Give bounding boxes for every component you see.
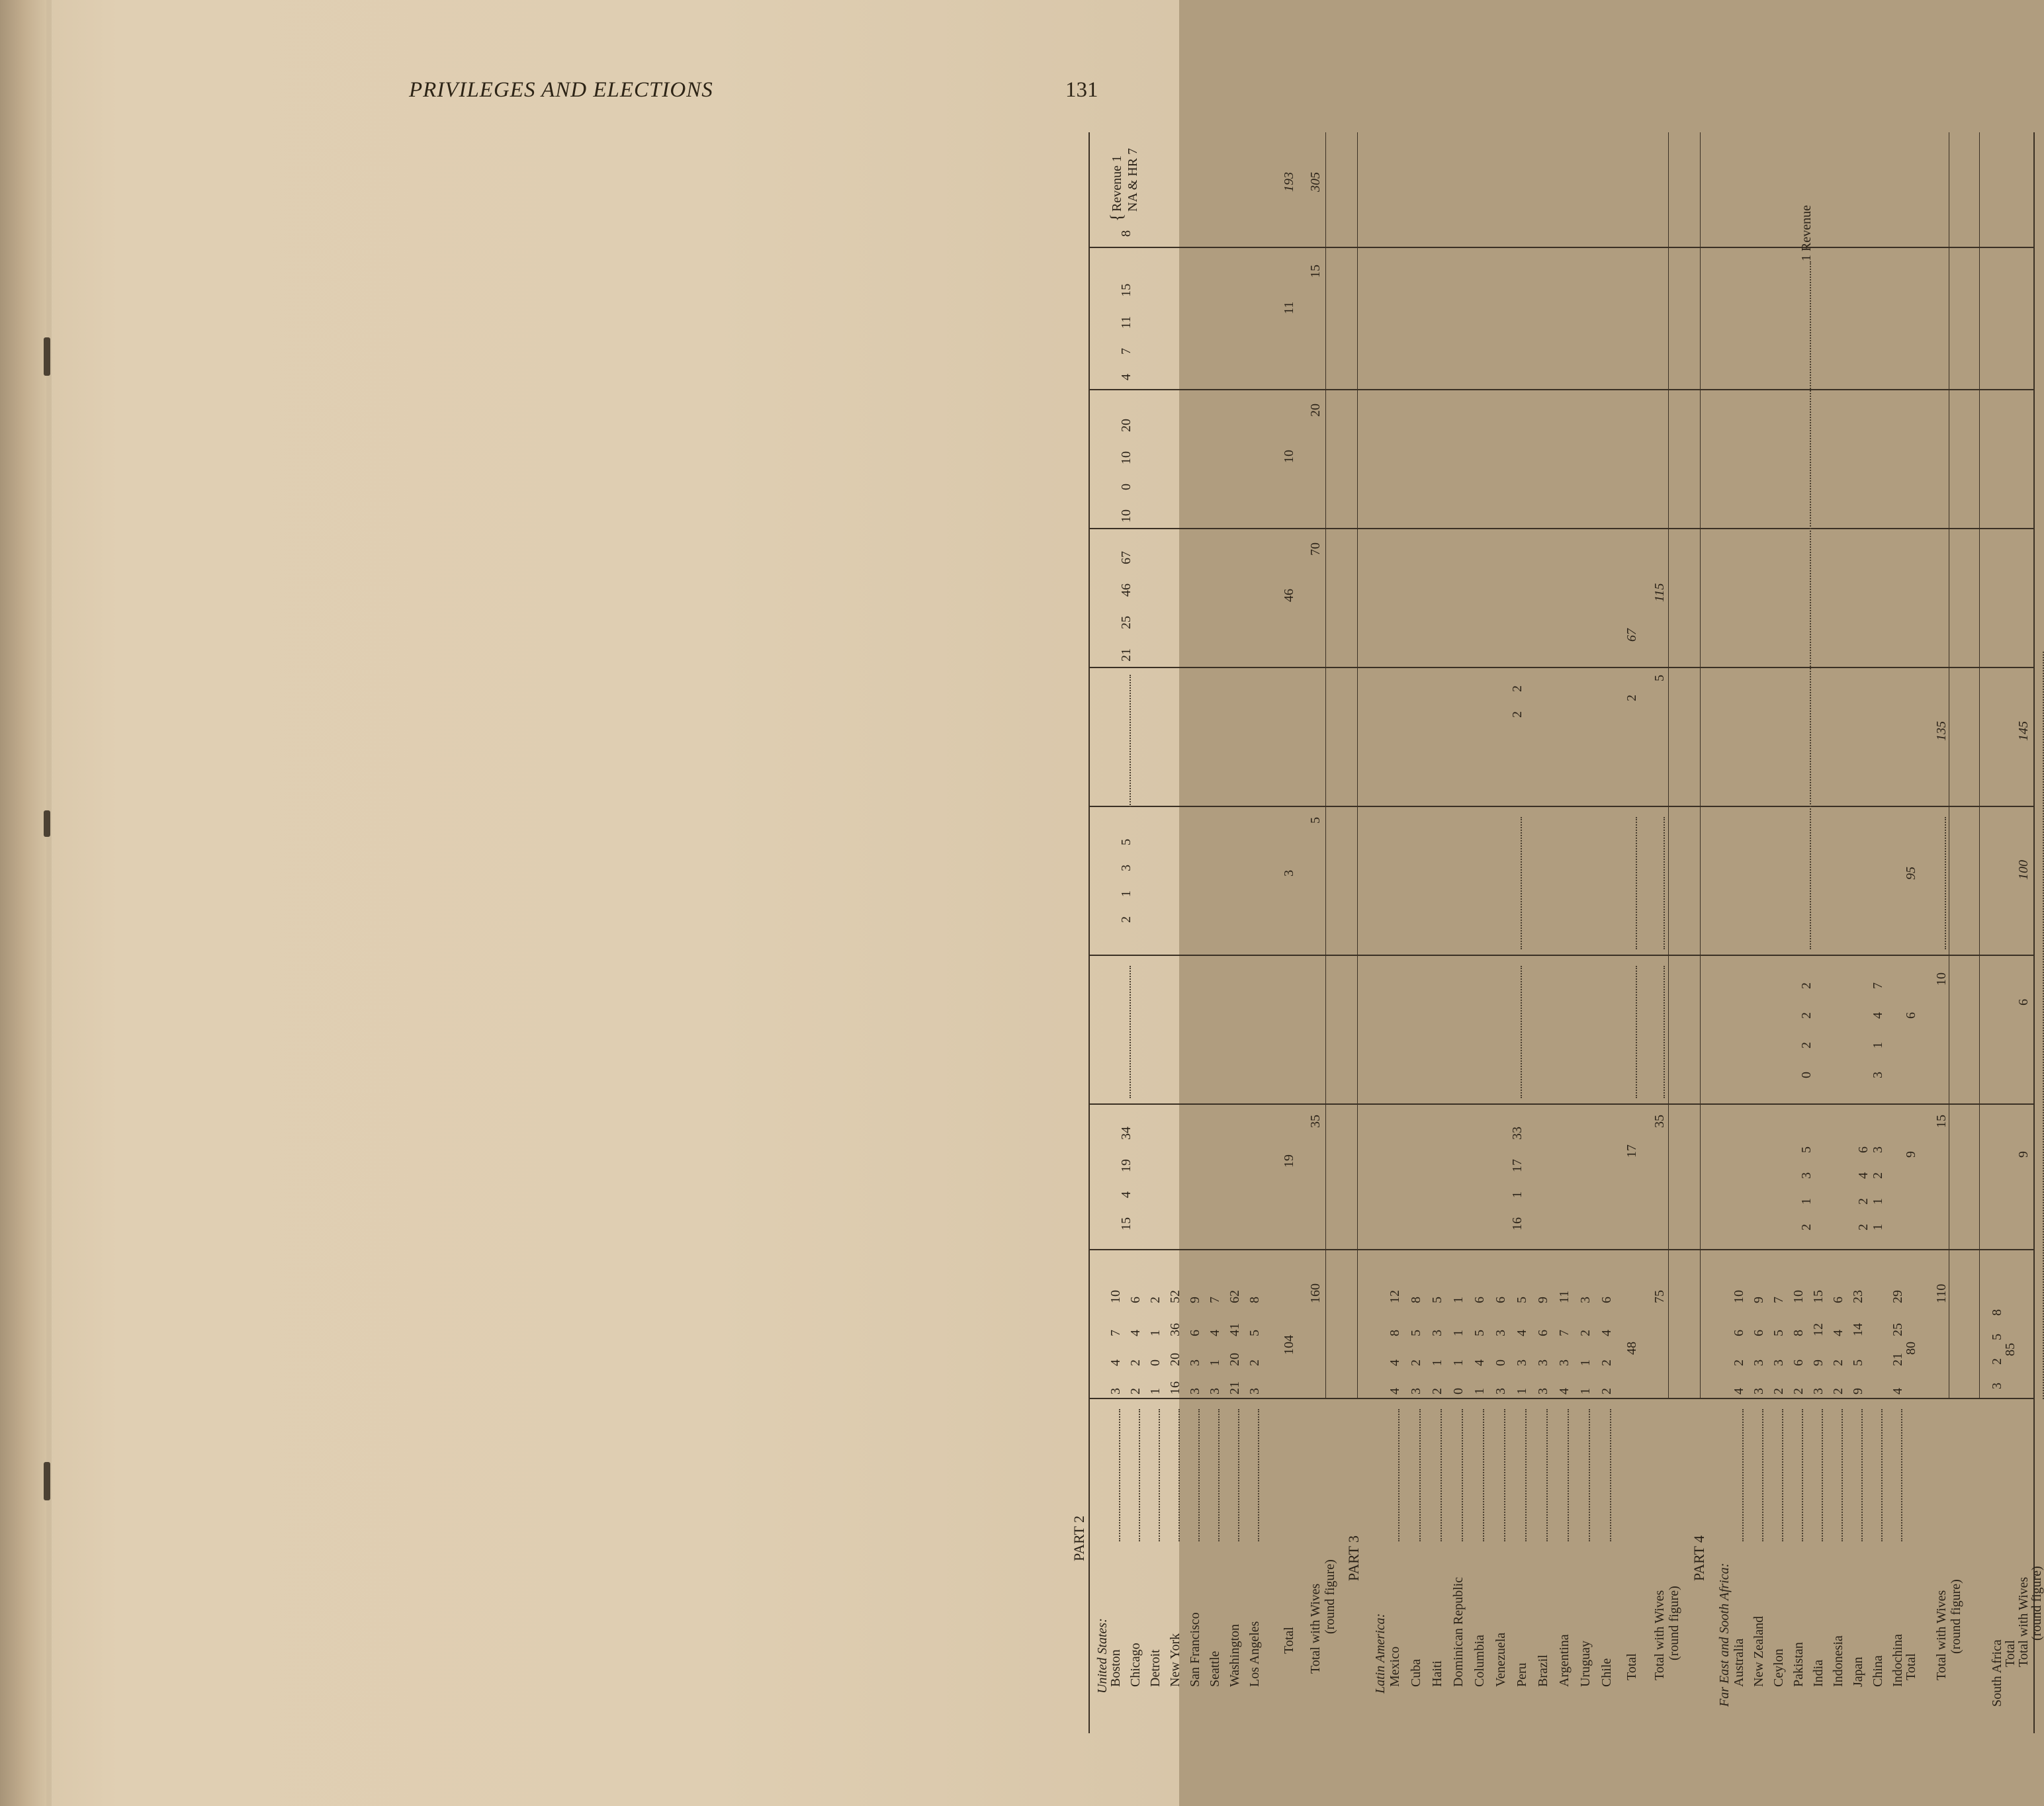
gutter-shadow <box>46 0 52 1806</box>
row-value: 14 <box>1851 1323 1865 1336</box>
p4-g9-note: 1 Revenue <box>1799 205 1814 261</box>
row-value: 12 <box>1388 1290 1402 1303</box>
row-leader <box>1802 1409 1803 1541</box>
row-value: 7 <box>1771 1297 1786 1303</box>
row-label: Venezuela <box>1493 1632 1508 1687</box>
row-value: 2 <box>1148 1297 1163 1303</box>
p2-g6-wives: 70 <box>1308 542 1323 556</box>
row-label: Cuba <box>1409 1658 1423 1687</box>
part3-total-value: 48 <box>1624 1342 1639 1355</box>
p4-india-leader <box>1810 261 1811 949</box>
part2-wives-label: Total with Wives <box>1308 1583 1323 1674</box>
row-value: 2 <box>1791 1388 1806 1395</box>
p2-g9-total: 193 <box>1282 172 1296 192</box>
row-label: Pakistan <box>1791 1642 1806 1687</box>
row-value: 11 <box>1557 1290 1572 1303</box>
row-value: 3 <box>1515 1359 1529 1366</box>
row-leader <box>1610 1409 1611 1541</box>
row-label: Australia <box>1732 1638 1746 1687</box>
row-value: 2 <box>1831 1388 1845 1395</box>
running-head: PRIVILEGES AND ELECTIONS <box>409 78 713 102</box>
sa-round-label: (round figure) <box>2029 1566 2044 1641</box>
part4-total-value: 80 <box>1904 1342 1918 1355</box>
row-leader <box>1568 1409 1569 1541</box>
p2-g9-note2: NA & HR 7 <box>1126 148 1140 212</box>
row-value: 10 <box>1732 1290 1746 1303</box>
table-top-rule <box>1089 132 1090 1733</box>
p3-g2-total: 17 <box>1624 1144 1639 1158</box>
row-value: 1 <box>1515 1388 1529 1395</box>
col-sep <box>1089 1103 2033 1105</box>
p3-g5: 2 2 <box>1510 685 1525 718</box>
p2-g9-count: 8 <box>1119 230 1133 237</box>
row-value: 2 <box>1247 1359 1262 1366</box>
row-label: Detroit <box>1148 1649 1163 1687</box>
row-value: 62 <box>1227 1290 1242 1303</box>
row-value: 6 <box>1831 1297 1845 1303</box>
part2-total-label: Total <box>1282 1627 1296 1654</box>
row-value: 4 <box>1557 1388 1572 1395</box>
row-value: 3 <box>1493 1330 1508 1336</box>
part3-round-label: (round figure) <box>1667 1586 1681 1660</box>
p3-g6-total: 67 <box>1624 628 1639 642</box>
row-value: 2 <box>1831 1359 1845 1366</box>
row-value: 3 <box>1430 1330 1444 1336</box>
row-value: 3 <box>1188 1388 1202 1395</box>
row-leader <box>1842 1409 1843 1541</box>
row-leader <box>1159 1409 1160 1541</box>
row-leader <box>1762 1409 1763 1541</box>
part3-total-label: Total <box>1624 1653 1639 1680</box>
row-leader <box>1483 1409 1484 1541</box>
p3-g6-wives: 115 <box>1652 583 1667 602</box>
row-value: 4 <box>1388 1388 1402 1395</box>
p4-g3-wives: 10 <box>1934 972 1949 986</box>
row-leader <box>1742 1409 1744 1541</box>
row-label: Dominican Republic <box>1451 1576 1466 1687</box>
row-label: Columbia <box>1472 1635 1487 1687</box>
row-value: 20 <box>1168 1353 1182 1366</box>
row-value: 3 <box>1493 1388 1508 1395</box>
row-value: 6 <box>1493 1297 1508 1303</box>
sa-g4: 100 <box>2016 860 2031 880</box>
col-sep <box>1089 955 2033 956</box>
row-label: Los Angeles <box>1247 1621 1262 1687</box>
row-value: 5 <box>1515 1297 1529 1303</box>
p4-g5-total: 135 <box>1934 721 1949 741</box>
row-label: Seattle <box>1208 1651 1222 1687</box>
col-sep <box>1089 667 2033 668</box>
row-label: Chile <box>1599 1658 1614 1687</box>
row-value: 2 <box>1128 1388 1143 1395</box>
sa-values: 3 2 5 8 <box>1990 1309 2004 1389</box>
row-value: 8 <box>1388 1330 1402 1336</box>
row-value: 9 <box>1752 1297 1766 1303</box>
p4-g2c: 1 1 2 3 <box>1871 1146 1885 1230</box>
row-value: 3 <box>1578 1297 1593 1303</box>
part2-title: PART 2 <box>1071 1516 1087 1561</box>
row-label: Peru <box>1515 1662 1529 1687</box>
row-value: 36 <box>1168 1323 1182 1336</box>
row-value: 3 <box>1188 1359 1202 1366</box>
row-leader <box>1546 1409 1548 1541</box>
row-value: 1 <box>1208 1359 1222 1366</box>
row-value: 16 <box>1168 1381 1182 1395</box>
p3-g4-leader <box>1521 817 1522 949</box>
page-number: 131 <box>1065 78 1098 102</box>
p4-wives-leader <box>1945 817 1946 949</box>
row-value: 3 <box>1409 1388 1423 1395</box>
row-label: Mexico <box>1388 1646 1402 1687</box>
part2-round-label: (round figure) <box>1323 1559 1337 1634</box>
row-value: 5 <box>1851 1359 1865 1366</box>
p2-g8-total: 11 <box>1282 301 1296 314</box>
p3-g5-total: 2 <box>1624 695 1639 701</box>
row-value: 23 <box>1851 1290 1865 1303</box>
row-value: 4 <box>1108 1359 1123 1366</box>
row-leader <box>1178 1409 1180 1541</box>
part4-wives-value: 110 <box>1934 1283 1949 1303</box>
part2-total-value: 104 <box>1282 1335 1296 1355</box>
row-value: 4 <box>1128 1330 1143 1336</box>
book-spine <box>0 0 46 1806</box>
sa-g2: 9 <box>2016 1151 2031 1158</box>
row-leader <box>1504 1409 1505 1541</box>
row-value: 4 <box>1599 1330 1614 1336</box>
row-label: China <box>1871 1655 1885 1687</box>
part3-wives-value: 75 <box>1652 1290 1667 1303</box>
row-label: New Zealand <box>1752 1615 1766 1687</box>
row-leader <box>1525 1409 1527 1541</box>
row-value: 2 <box>1599 1359 1614 1366</box>
sa-wives-label: Total with Wives <box>2016 1576 2031 1667</box>
row-value: 10 <box>1108 1290 1123 1303</box>
row-value: 1 <box>1430 1359 1444 1366</box>
row-value: 10 <box>1791 1290 1806 1303</box>
row-value: 9 <box>1536 1297 1550 1303</box>
part3-wives-label: Total with Wives <box>1652 1590 1667 1680</box>
p3-wives-leader <box>1664 817 1665 949</box>
row-value: 20 <box>1227 1353 1242 1366</box>
row-value: 12 <box>1811 1323 1826 1336</box>
row-value: 3 <box>1771 1359 1786 1366</box>
sa-total: 85 <box>2003 1343 2018 1356</box>
row-value: 6 <box>1599 1297 1614 1303</box>
row-value: 4 <box>1732 1388 1746 1395</box>
p3-total-leader <box>1636 966 1637 1098</box>
row-value: 9 <box>1188 1297 1202 1303</box>
row-value: 5 <box>1430 1297 1444 1303</box>
p4-g3a: 0 2 2 2 <box>1799 982 1814 1078</box>
row-value: 2 <box>1599 1388 1614 1395</box>
row-value: 15 <box>1811 1290 1826 1303</box>
sa-g3: 6 <box>2016 999 2031 1006</box>
p3-g2: 16 1 17 33 <box>1510 1127 1525 1230</box>
row-value: 3 <box>1108 1388 1123 1395</box>
row-value: 21 <box>1227 1381 1242 1395</box>
row-value: 6 <box>1732 1330 1746 1336</box>
row-leader <box>1218 1409 1220 1541</box>
row-value: 1 <box>1472 1388 1487 1395</box>
row-value: 3 <box>1752 1388 1766 1395</box>
part4-title: PART 4 <box>1691 1535 1707 1581</box>
row-value: 1 <box>1451 1330 1466 1336</box>
p2-g7-wives: 20 <box>1308 404 1323 417</box>
row-leader <box>1258 1409 1259 1541</box>
row-value: 3 <box>1208 1388 1222 1395</box>
row-value: 0 <box>1148 1359 1163 1366</box>
row-label: Argentina <box>1557 1634 1572 1687</box>
row-value: 2 <box>1430 1388 1444 1395</box>
p4-g2a: 2 1 3 5 <box>1799 1146 1814 1230</box>
row-leader <box>1589 1409 1590 1541</box>
p2-g2: 15 4 19 34 <box>1119 1127 1133 1230</box>
p2-g9-note1: Revenue 1 <box>1110 155 1124 212</box>
row-label: Chicago <box>1128 1643 1143 1687</box>
row-value: 9 <box>1851 1388 1865 1395</box>
row-value: 3 <box>1536 1359 1550 1366</box>
row-leader <box>1198 1409 1200 1541</box>
row-value: 6 <box>1128 1297 1143 1303</box>
row-value: 1 <box>1451 1297 1466 1303</box>
p4-g2-wives: 15 <box>1934 1115 1949 1128</box>
sa-g5: 145 <box>2016 721 2031 741</box>
row-leader <box>1441 1409 1442 1541</box>
row-value: 1 <box>1578 1388 1593 1395</box>
row-value: 5 <box>1472 1330 1487 1336</box>
row-value: 3 <box>1752 1359 1766 1366</box>
row-label: India <box>1811 1659 1826 1687</box>
row-value: 2 <box>1771 1388 1786 1395</box>
row-value: 2 <box>1409 1359 1423 1366</box>
p2-g6: 21 25 46 67 <box>1119 551 1133 662</box>
row-value: 6 <box>1791 1359 1806 1366</box>
p4-g2b: 2 2 4 6 <box>1856 1146 1871 1230</box>
row-value: 6 <box>1188 1330 1202 1336</box>
p4-g3-total: 6 <box>1904 1012 1918 1019</box>
part3-title: PART 3 <box>1345 1535 1362 1581</box>
row-value: 1 <box>1578 1359 1593 1366</box>
p4-g2-total: 9 <box>1904 1151 1918 1158</box>
row-leader <box>1881 1409 1883 1541</box>
p3-g3-leader <box>1521 966 1522 1098</box>
row-value: 0 <box>1451 1388 1466 1395</box>
part4-total-label: Total <box>1904 1653 1918 1680</box>
p2-g4-wives: 5 <box>1308 817 1323 824</box>
part4-round-label: (round figure) <box>1949 1579 1963 1654</box>
p2-g7-total: 10 <box>1282 450 1296 463</box>
row-value: 0 <box>1493 1359 1508 1366</box>
part3-heading: Latin America: <box>1373 1613 1388 1694</box>
part2-heading: United States: <box>1095 1618 1110 1694</box>
row-leader <box>1782 1409 1783 1541</box>
row-value: 5 <box>1409 1330 1423 1336</box>
row-value: 8 <box>1409 1297 1423 1303</box>
row-value: 2 <box>1578 1330 1593 1336</box>
row-value: 2 <box>1128 1359 1143 1366</box>
row-label: Washington <box>1227 1623 1242 1687</box>
row-value: 7 <box>1108 1330 1123 1336</box>
row-value: 3 <box>1247 1388 1262 1395</box>
col-sep <box>1089 247 2033 248</box>
row-value: 21 <box>1890 1353 1905 1366</box>
sa-total-label: Total <box>2003 1640 2018 1667</box>
row-value: 7 <box>1557 1330 1572 1336</box>
binding-mark <box>44 1462 50 1500</box>
row-leader <box>1119 1409 1120 1541</box>
row-value: 29 <box>1890 1290 1905 1303</box>
row-sep <box>1357 132 1358 1399</box>
p2-g7: 10 0 10 20 <box>1119 419 1133 523</box>
binding-mark <box>44 337 50 376</box>
p2-g8-wives: 15 <box>1308 265 1323 278</box>
p4-g3b: 3 1 4 7 <box>1871 982 1885 1078</box>
p2-g2-total: 19 <box>1282 1154 1296 1168</box>
p4-g4-total: 95 <box>1904 867 1918 880</box>
row-value: 4 <box>1515 1330 1529 1336</box>
row-value: 1 <box>1451 1359 1466 1366</box>
row-leader <box>1398 1409 1400 1541</box>
part4-wives-label: Total with Wives <box>1934 1590 1949 1680</box>
part2-wives-value: 160 <box>1308 1283 1323 1303</box>
row-label: New York <box>1168 1633 1182 1687</box>
p2-g6-total: 46 <box>1282 589 1296 602</box>
row-label: Haiti <box>1430 1660 1444 1687</box>
p2-g3-leader <box>1130 966 1131 1098</box>
p2-g2-wives: 35 <box>1308 1115 1323 1128</box>
sa-label: South Africa <box>1990 1639 2004 1707</box>
row-leader <box>1238 1409 1239 1541</box>
row-sep <box>1700 132 1701 1399</box>
row-value: 8 <box>1247 1297 1262 1303</box>
row-value: 6 <box>1472 1297 1487 1303</box>
table-bottom-rule <box>2033 132 2035 1733</box>
p3-g5-wives: 5 <box>1652 675 1667 681</box>
col-sep <box>1089 528 2033 529</box>
row-value: 3 <box>1557 1359 1572 1366</box>
row-label: Boston <box>1108 1649 1123 1687</box>
row-value: 52 <box>1168 1290 1182 1303</box>
row-leader <box>1861 1409 1863 1541</box>
row-value: 4 <box>1831 1330 1845 1336</box>
row-value: 4 <box>1388 1359 1402 1366</box>
row-sep <box>1979 132 1980 1399</box>
row-label: Brazil <box>1536 1655 1550 1687</box>
p3-wives-leader <box>1664 966 1665 1098</box>
row-leader <box>1419 1409 1421 1541</box>
p3-total-leader <box>1636 817 1637 949</box>
row-label: Indochina <box>1890 1634 1905 1687</box>
row-value: 2 <box>1732 1359 1746 1366</box>
row-value: 25 <box>1890 1323 1905 1336</box>
row-sep <box>1325 132 1326 1399</box>
col-sep <box>1089 1249 2033 1250</box>
row-value: 3 <box>1811 1388 1826 1395</box>
p2-g4-total: 3 <box>1282 870 1296 877</box>
row-leader <box>1901 1409 1902 1541</box>
row-value: 6 <box>1536 1330 1550 1336</box>
row-value: 8 <box>1791 1330 1806 1336</box>
p2-g5-leader <box>1130 675 1131 807</box>
row-label: Ceylon <box>1771 1649 1786 1687</box>
row-value: 5 <box>1247 1330 1262 1336</box>
part4-heading: Far East and Sooth Africa: <box>1717 1563 1732 1707</box>
row-value: 7 <box>1208 1297 1222 1303</box>
row-label: Japan <box>1851 1656 1865 1687</box>
row-value: 1 <box>1148 1330 1163 1336</box>
col-sep <box>1089 1398 2033 1399</box>
p3-g2-wives: 35 <box>1652 1115 1667 1128</box>
row-leader <box>1462 1409 1463 1541</box>
row-label: Indonesia <box>1831 1635 1845 1687</box>
row-value: 9 <box>1811 1359 1826 1366</box>
rotated-table <box>1071 132 2044 1733</box>
row-value: 1 <box>1148 1388 1163 1395</box>
p2-g8: 4 7 11 15 <box>1119 283 1133 380</box>
row-value: 4 <box>1472 1359 1487 1366</box>
row-value: 6 <box>1752 1330 1766 1336</box>
row-leader <box>1139 1409 1140 1541</box>
p2-g9-wives: 305 <box>1308 172 1323 192</box>
row-value: 4 <box>1890 1388 1905 1395</box>
row-value: 3 <box>1536 1388 1550 1395</box>
row-value: 4 <box>1208 1330 1222 1336</box>
p2-g4: 2 1 3 5 <box>1119 839 1133 923</box>
col-sep <box>1089 806 2033 807</box>
row-sep <box>1668 132 1669 1399</box>
row-label: San Francisco <box>1188 1612 1202 1687</box>
col-sep <box>1089 389 2033 390</box>
row-label: Uruguay <box>1578 1641 1593 1687</box>
p2-g9-brace: { <box>1107 213 1126 222</box>
binding-mark <box>44 810 50 837</box>
row-leader <box>1822 1409 1823 1541</box>
row-value: 41 <box>1227 1323 1242 1336</box>
row-value: 5 <box>1771 1330 1786 1336</box>
